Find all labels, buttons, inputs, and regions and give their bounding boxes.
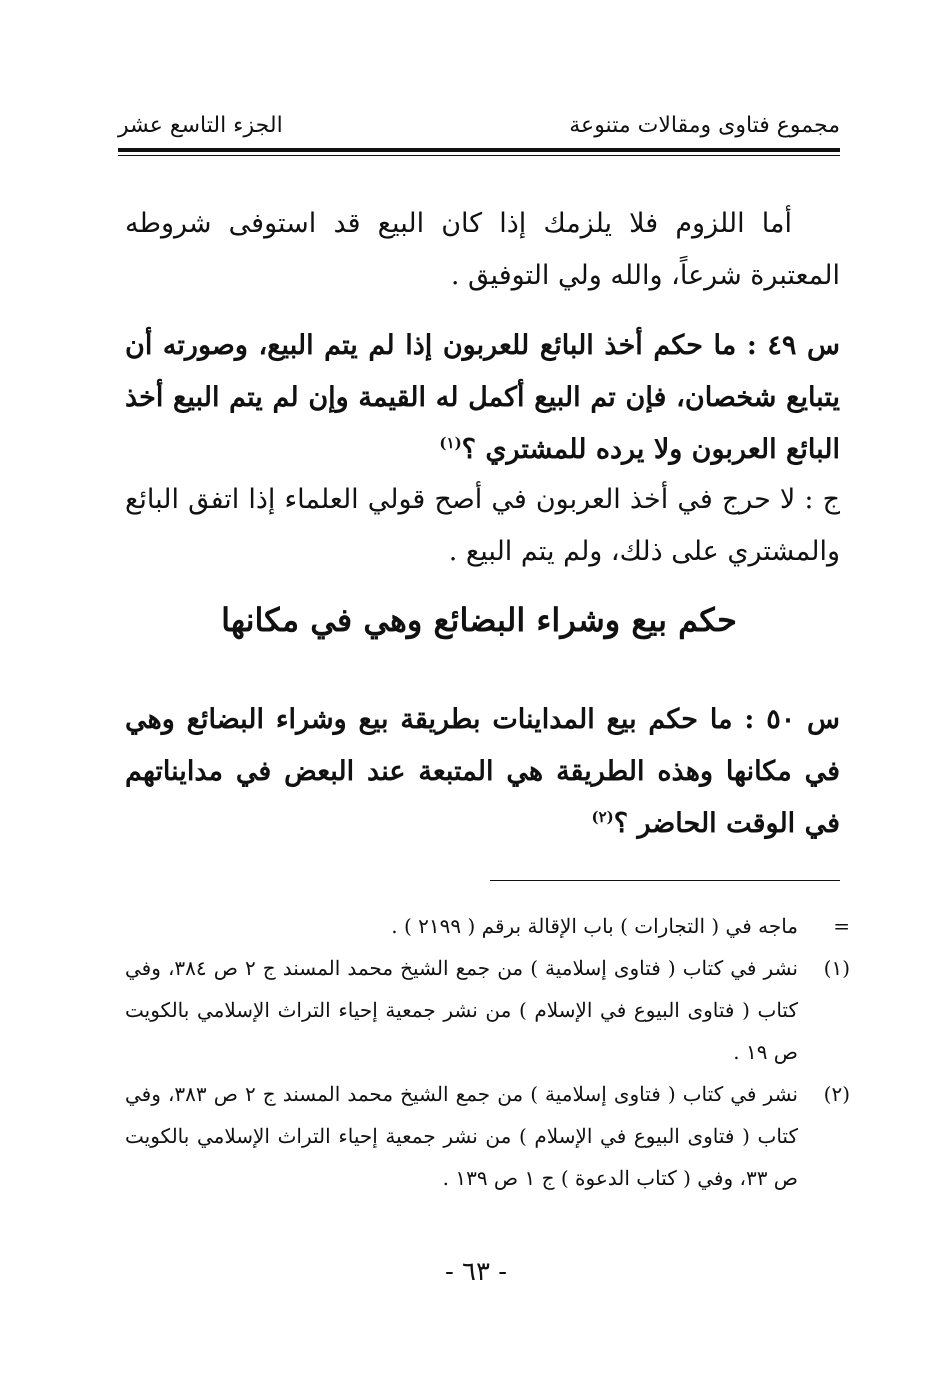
footnote-1-marker: (١) [823, 956, 850, 980]
footnote-1-text: نشر في كتاب ( فتاوى إسلامية ) من جمع الشيخ محمد المسند ج ٢ ص ٣٨٤، وفي كتاب ( فتاوى البيوع في الإسلام ) من نشر جمعية إحياء التراث الإسلامي بالكويت ص ١٩ . [125, 956, 798, 1064]
footnote-2 [125, 1073, 850, 1199]
footnote-separator [490, 880, 840, 881]
question-49-text: س ٤٩ : ما حكم أخذ البائع للعربون إذا لم يتم البيع، وصورته أن يتبايع شخصان، فإن تم البيع أكمل له القيمة وإن لم يتم البيع أخذ البائع العربون ولا يرده للمشتري ؟ [125, 330, 840, 465]
paragraph-intro [125, 198, 840, 302]
footnote-continuation [125, 905, 850, 947]
question-50 [125, 694, 840, 850]
footnotes [125, 905, 850, 1199]
header-rule-thin [118, 155, 840, 156]
footnote-2-marker: (٢) [823, 1082, 850, 1106]
footnote-ref-2: (٢) [591, 808, 614, 826]
header-book-title: مجموع فتاوى ومقالات متنوعة [569, 113, 840, 138]
footnote-1 [125, 947, 850, 1073]
running-header [118, 108, 840, 148]
footnote-continuation-marker: = [833, 914, 850, 938]
page-number: - ٦٣ - [444, 1257, 508, 1287]
header-rule-thick [118, 148, 840, 152]
footnote-ref-1: (١) [439, 434, 462, 452]
footnote-continuation-text: ماجه في ( التجارات ) باب الإقالة برقم ( ٢١٩٩ ) . [391, 914, 798, 938]
answer-49-text: ج : لا حرج في أخذ العربون في أصح قولي العلماء إذا اتفق البائع والمشتري على ذلك، ولم يتم البيع . [125, 484, 840, 567]
question-50-text: س ٥٠ : ما حكم بيع المداينات بطريقة بيع وشراء البضائع وهي في مكانها وهذه الطريقة هي المتبعة عند البعض في مدايناتهم في الوقت الحاضر ؟ [125, 704, 841, 839]
paragraph-intro-text: أما اللزوم فلا يلزمك إذا كان البيع قد استوفى شروطه المعتبرة شرعاً، والله ولي التوفيق . [125, 208, 840, 291]
header-volume: الجزء التاسع عشر [118, 113, 283, 138]
section-heading: حكم بيع وشراء البضائع وهي في مكانها [221, 601, 737, 639]
question-49 [125, 320, 840, 476]
footnote-2-text: نشر في كتاب ( فتاوى إسلامية ) من جمع الشيخ محمد المسند ج ٢ ص ٣٨٣، وفي كتاب ( فتاوى البيوع في الإسلام ) من نشر جمعية إحياء التراث الإسلامي بالكويت ص ٣٣، وفي ( كتاب الدعوة ) ج ١ ص ١٣٩ . [125, 1082, 798, 1190]
answer-49 [125, 474, 840, 578]
